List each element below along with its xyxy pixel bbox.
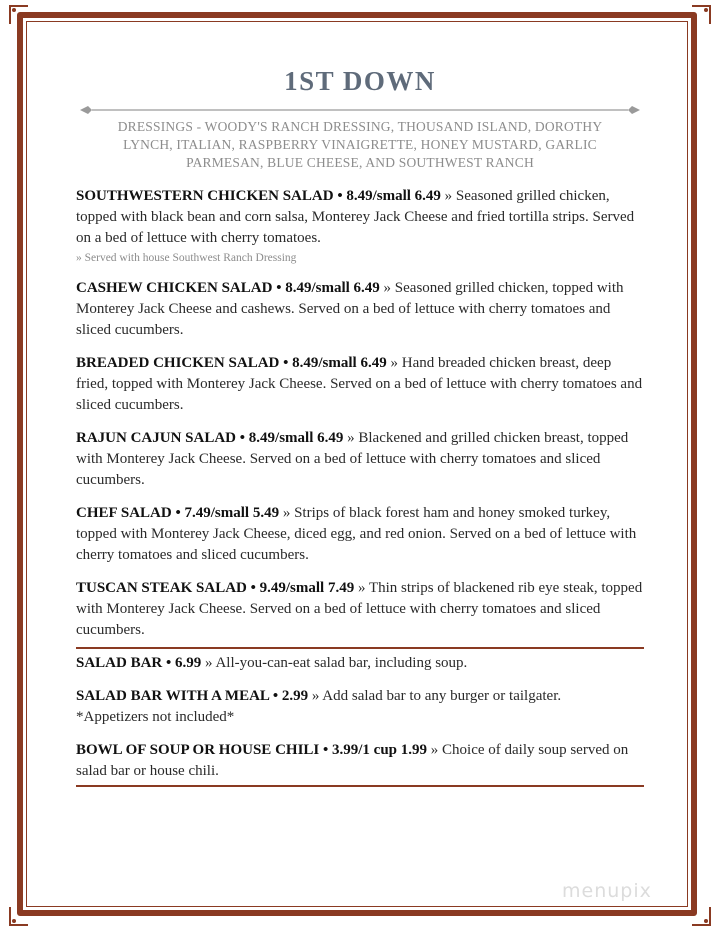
item-description: » Hand breaded chicken breast, deep fried, topped with Monterey Jack Cheese. Served on a bed of lettuce with cherry tomatoes and sliced cucumbers. bbox=[76, 355, 643, 413]
menu-item bbox=[76, 353, 644, 416]
item-name: BREADED CHICKEN SALAD bbox=[76, 355, 280, 371]
watermark: menupix bbox=[562, 880, 652, 902]
item-description: » Seasoned grilled chicken, topped with Monterey Jack Cheese and cashews. Served on a bed of lettuce with cherry tomatoes and sliced cucumbers. bbox=[76, 280, 624, 338]
menu-item bbox=[76, 503, 644, 566]
separator: • bbox=[333, 188, 347, 204]
item-price: 7.49/small 5.49 bbox=[184, 505, 280, 521]
item-description: » Thin strips of blackened rib eye steak, topped with Monterey Jack Cheese. Served on a bed of lettuce with cherry tomatoes and sliced cucumbers. bbox=[76, 580, 643, 638]
item-price: 9.49/small 7.49 bbox=[259, 580, 355, 596]
menu-item bbox=[76, 186, 644, 267]
corner-ornament-icon bbox=[690, 4, 712, 26]
separator: • bbox=[279, 355, 293, 371]
item-price: 2.99 bbox=[281, 688, 309, 704]
menu-item bbox=[76, 686, 644, 728]
item-name: SALAD BAR WITH A MEAL bbox=[76, 688, 270, 704]
section-divider bbox=[76, 647, 644, 649]
dressings-list: DRESSINGS - WOODY'S RANCH DRESSING, THOUSAND ISLAND, DOROTHY LYNCH, ITALIAN, RASPBERRY VINAIGRETTE, HONEY MUSTARD, GARLIC PARMESAN, BLUE CHEESE, AND SOUTHWEST RANCH bbox=[117, 119, 603, 170]
separator: • bbox=[319, 742, 333, 758]
menu-item bbox=[76, 278, 644, 341]
item-description: » Choice of daily soup served on salad bar or house chili. bbox=[76, 742, 629, 779]
item-description: » All-you-can-eat salad bar, including soup. bbox=[201, 655, 468, 671]
item-price: 8.49/small 6.49 bbox=[292, 355, 387, 371]
item-name: RAJUN CAJUN SALAD bbox=[76, 430, 237, 446]
separator: • bbox=[171, 505, 185, 521]
item-description: » Blackened and grilled chicken breast, topped with Monterey Jack Cheese. Served on a bed of lettuce with cherry tomatoes and sliced cucumbers. bbox=[76, 430, 629, 488]
menu-item bbox=[76, 428, 644, 491]
separator: • bbox=[246, 580, 260, 596]
item-price: 8.49/small 6.49 bbox=[346, 188, 441, 204]
corner-ornament-icon bbox=[8, 4, 30, 26]
menu-item bbox=[76, 740, 644, 782]
separator: • bbox=[269, 688, 282, 704]
item-price: 8.49/small 6.49 bbox=[285, 280, 380, 296]
item-name: SALAD BAR bbox=[76, 655, 163, 671]
separator: • bbox=[236, 430, 249, 446]
item-price: 6.99 bbox=[175, 655, 202, 671]
item-name: BOWL OF SOUP OR HOUSE CHILI bbox=[76, 742, 320, 758]
item-description: » Strips of black forest ham and honey smoked turkey, topped with Monterey Jack Cheese, diced egg, and red onion. Served on a bed of lettuce with cherry tomatoes and sliced cucumbers. bbox=[76, 505, 637, 563]
ornamental-divider-icon bbox=[78, 104, 642, 116]
separator: • bbox=[162, 655, 176, 671]
page-title: 1ST DOWN bbox=[284, 66, 436, 96]
menu-item bbox=[76, 578, 644, 641]
menu-item bbox=[76, 653, 644, 674]
item-description: » Add salad bar to any burger or tailgater. bbox=[308, 688, 562, 704]
section-divider bbox=[76, 785, 644, 787]
item-name: CASHEW CHICKEN SALAD bbox=[76, 280, 273, 296]
item-name: TUSCAN STEAK SALAD bbox=[76, 580, 247, 596]
item-description: » Seasoned grilled chicken, topped with black bean and corn salsa, Monterey Jack Cheese and fried tortilla strips. Served on a bed of lettuce with cherry tomatoes. bbox=[76, 188, 635, 246]
item-name: SOUTHWESTERN CHICKEN SALAD bbox=[76, 188, 334, 204]
item-footnote: *Appetizers not included* bbox=[76, 709, 235, 725]
corner-ornament-icon bbox=[8, 905, 30, 927]
item-price: 8.49/small 6.49 bbox=[248, 430, 344, 446]
item-name: CHEF SALAD bbox=[76, 505, 172, 521]
separator: • bbox=[272, 280, 286, 296]
item-note: » Served with house Southwest Ranch Dressing bbox=[76, 252, 297, 264]
corner-ornament-icon bbox=[690, 905, 712, 927]
item-price: 3.99/1 cup 1.99 bbox=[332, 742, 428, 758]
